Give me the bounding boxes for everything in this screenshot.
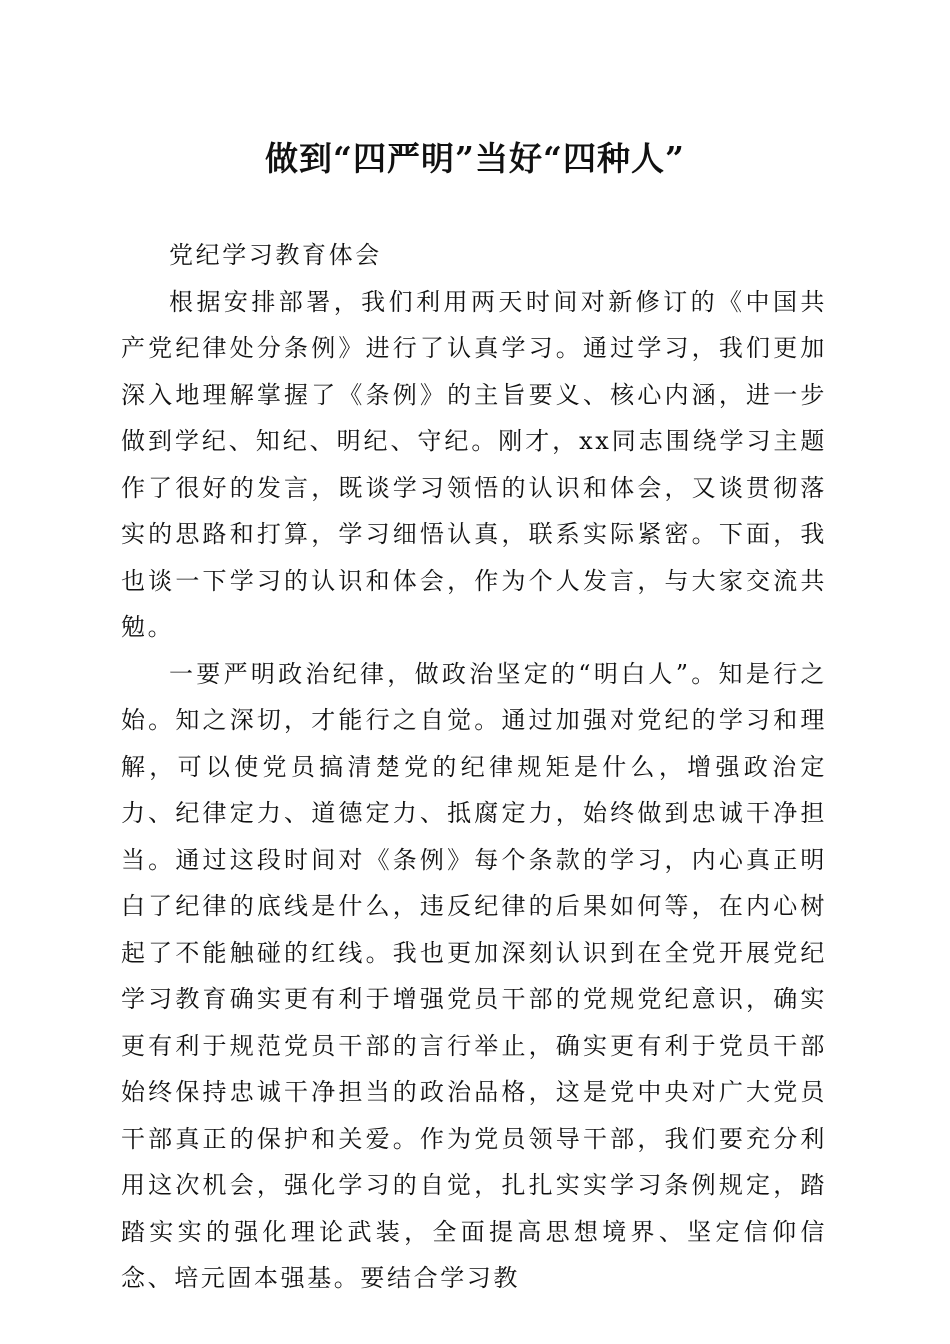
document-subtitle: 党纪学习教育体会 (169, 241, 382, 269)
paragraph-intro: 根据安排部署，我们利用两天时间对新修订的《中国共产党纪律处分条例》进行了认真学习。通过学习，我们更加深入地理解掌握了《条例》的主旨要义、核心内涵，进一步做到学纪、知纪、明纪、守纪。刚才，xx同志围绕学习主题作了很好的发言，既谈学习领悟的认识和体会，又谈贯彻落实的思路和打算，学习细悟认真，联系实际紧密。下面，我也谈一下学习的认识和体会，作为个人发言，与大家交流共勉。 (121, 287, 827, 641)
document-body (121, 232, 827, 1302)
document-title: 做到“四严明”当好“四种人” (265, 139, 685, 178)
paragraph-political-discipline: 一要严明政治纪律，做政治坚定的“明白人”。知是行之始。知之深切，才能行之自觉。通过加强对党纪的学习和理解，可以使党员搞清楚党的纪律规矩是什么，增强政治定力、纪律定力、道德定力、抵腐定力，始终做到忠诚干净担当。通过这段时间对《条例》每个条款的学习，内心真正明白了纪律的底线是什么，违反纪律的后果如何等，在内心树起了不能触碰的红线。我也更加深刻认识到在全党开展党纪学习教育确实更有利于增强党员干部的党规党纪意识，确实更有利于规范党员干部的言行举止，确实更有利于党员干部始终保持忠诚干净担当的政治品格，这是党中央对广大党员干部真正的保护和关爱。作为党员领导干部，我们要充分利用这次机会，强化学习的自觉，扎扎实实学习条例规定，踏踏实实的强化理论武装，全面提高思想境界、坚定信仰信念、培元固本强基。要结合学习教 (121, 659, 827, 1292)
